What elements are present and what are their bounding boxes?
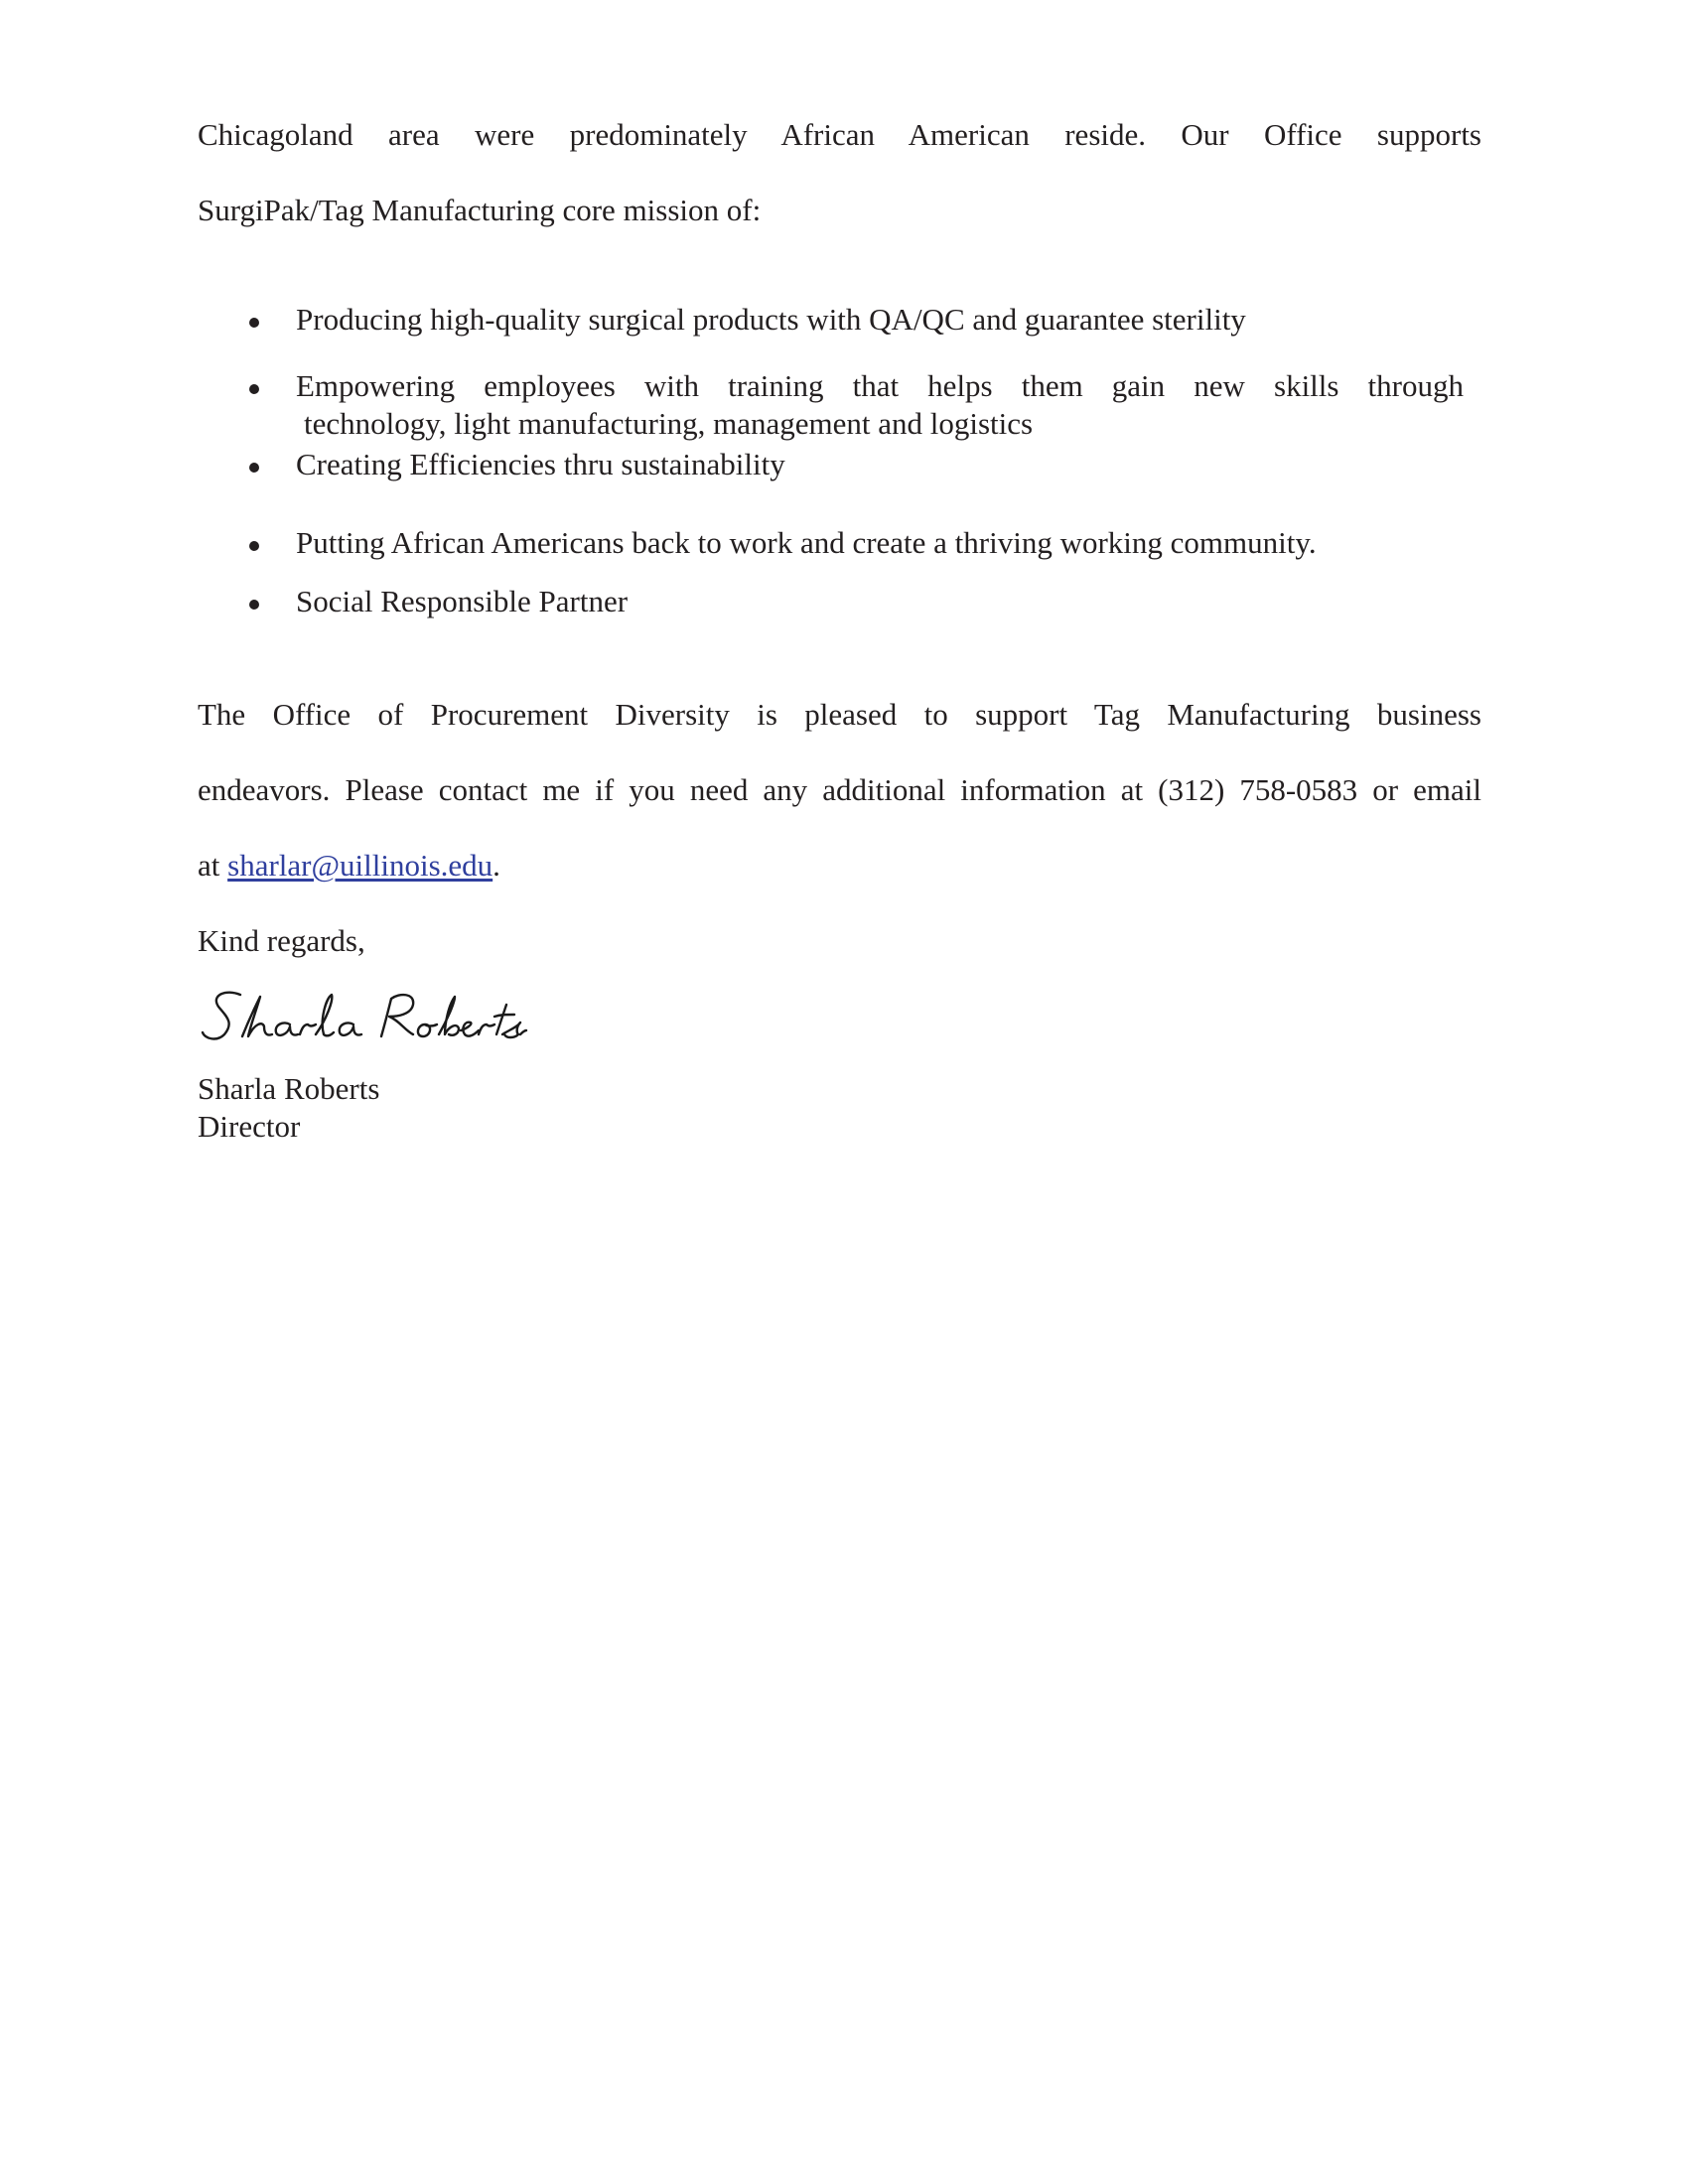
bullet-icon xyxy=(249,318,259,328)
bullet-icon xyxy=(249,463,259,473)
contact-prefix: at xyxy=(198,848,228,883)
closing-text: Kind regards, xyxy=(198,923,365,958)
contact-suffix: . xyxy=(492,848,500,883)
handwritten-signature xyxy=(201,987,528,1056)
list-item-text: Empowering employees with training that helps them gain new skills through xyxy=(296,368,1464,403)
paragraph-2-line-1: The Office of Procurement Diversity is pleased to support Tag Manufacturing business xyxy=(198,697,1481,732)
signatory-name: Sharla Roberts xyxy=(198,1071,380,1106)
signatory-title: Director xyxy=(198,1109,301,1144)
paragraph-2-line-2: endeavors. Please contact me if you need any additional information at (312) 758-0583 or email xyxy=(198,772,1481,807)
bullet-icon xyxy=(249,600,259,610)
bullet-icon xyxy=(249,541,259,551)
list-item-text: Putting African Americans back to work and create a thriving working community. xyxy=(296,525,1317,560)
list-item-text: Social Responsible Partner xyxy=(296,584,629,618)
list-item-text: Creating Efficiencies thru sustainability xyxy=(296,447,785,481)
paragraph-1-line-1: Chicagoland area were predominately African American reside. Our Office supports xyxy=(198,117,1481,152)
list-item-text: Producing high-quality surgical products with QA/QC and guarantee sterility xyxy=(296,302,1246,337)
paragraph-2-line-3 xyxy=(198,846,1481,886)
bullet-icon xyxy=(249,384,259,394)
list-item-continuation: technology, light manufacturing, management and logistics xyxy=(304,406,1034,441)
paragraph-1-line-2: SurgiPak/Tag Manufacturing core mission of: xyxy=(198,193,762,227)
email-link[interactable]: sharlar@uillinois.edu xyxy=(227,848,493,883)
